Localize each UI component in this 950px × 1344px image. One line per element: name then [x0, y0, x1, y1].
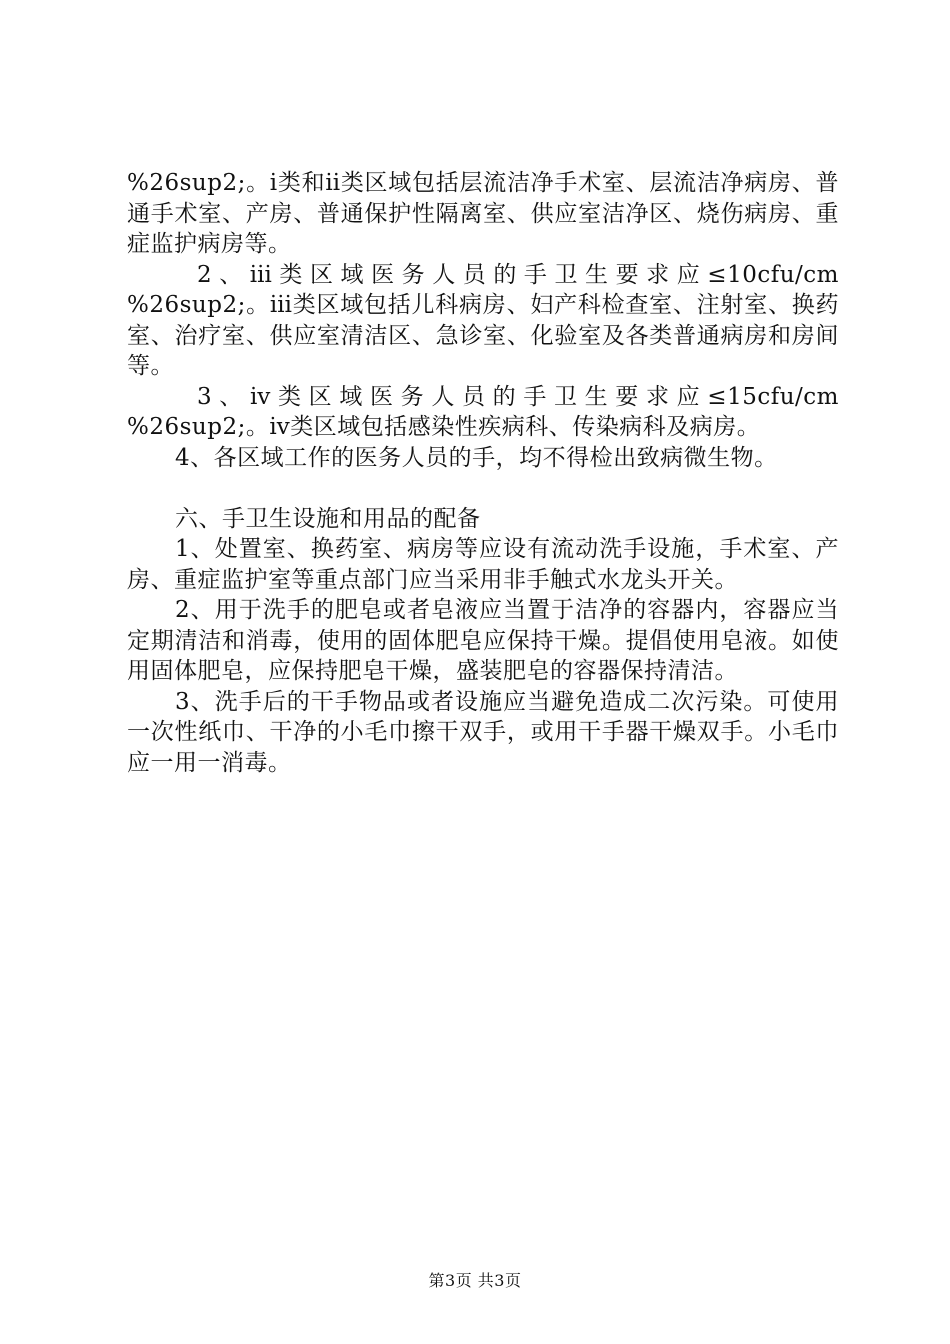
paragraph-class-4-areas: 3、ⅳ类区域医务人员的手卫生要求应≤15cfu/cm %26sup2;。ⅳ类区域包括感染性疾病科、传染病科及病房。: [127, 383, 839, 440]
paragraph-no-pathogens: 4、各区域工作的医务人员的手，均不得检出致病微生物。: [175, 444, 778, 471]
paragraph-facility-1: 1、处置室、换药室、病房等应设有流动洗手设施，手术室、产房、重症监护室等重点部门应当采用非手触式水龙头开关。: [127, 536, 839, 593]
paragraph-facility-2: 2、用于洗手的肥皂或者皂液应当置于洁净的容器内，容器应当定期清洁和消毒，使用的固体肥皂应保持干燥。提倡使用皂液。如使用固体肥皂，应保持肥皂干燥，盛装肥皂的容器保持清洁。: [127, 597, 839, 684]
paragraph-spacer: [127, 473, 839, 504]
paragraph-class-1-2-areas: %26sup2;。ⅰ类和ⅱ类区域包括层流洁净手术室、层流洁净病房、普通手术室、产房、普通保护性隔离室、供应室洁净区、烧伤病房、重症监护病房等。: [127, 170, 839, 257]
section-heading-hand-hygiene-facilities: 六、手卫生设施和用品的配备: [175, 505, 481, 532]
document-body: [127, 168, 839, 778]
paragraph-class-3-areas: 2、ⅲ类区域医务人员的手卫生要求应≤10cfu/cm %26sup2;。ⅲ类区域包括儿科病房、妇产科检查室、注射室、换药室、治疗室、供应室清洁区、急诊室、化验室及各类普通病房和房间等。: [127, 261, 839, 379]
paragraph-facility-3: 3、洗手后的干手物品或者设施应当避免造成二次污染。可使用一次性纸巾、干净的小毛巾擦干双手，或用干手器干燥双手。小毛巾应一用一消毒。: [127, 688, 839, 776]
page-footer: 第3页 共3页: [428, 1271, 522, 1290]
